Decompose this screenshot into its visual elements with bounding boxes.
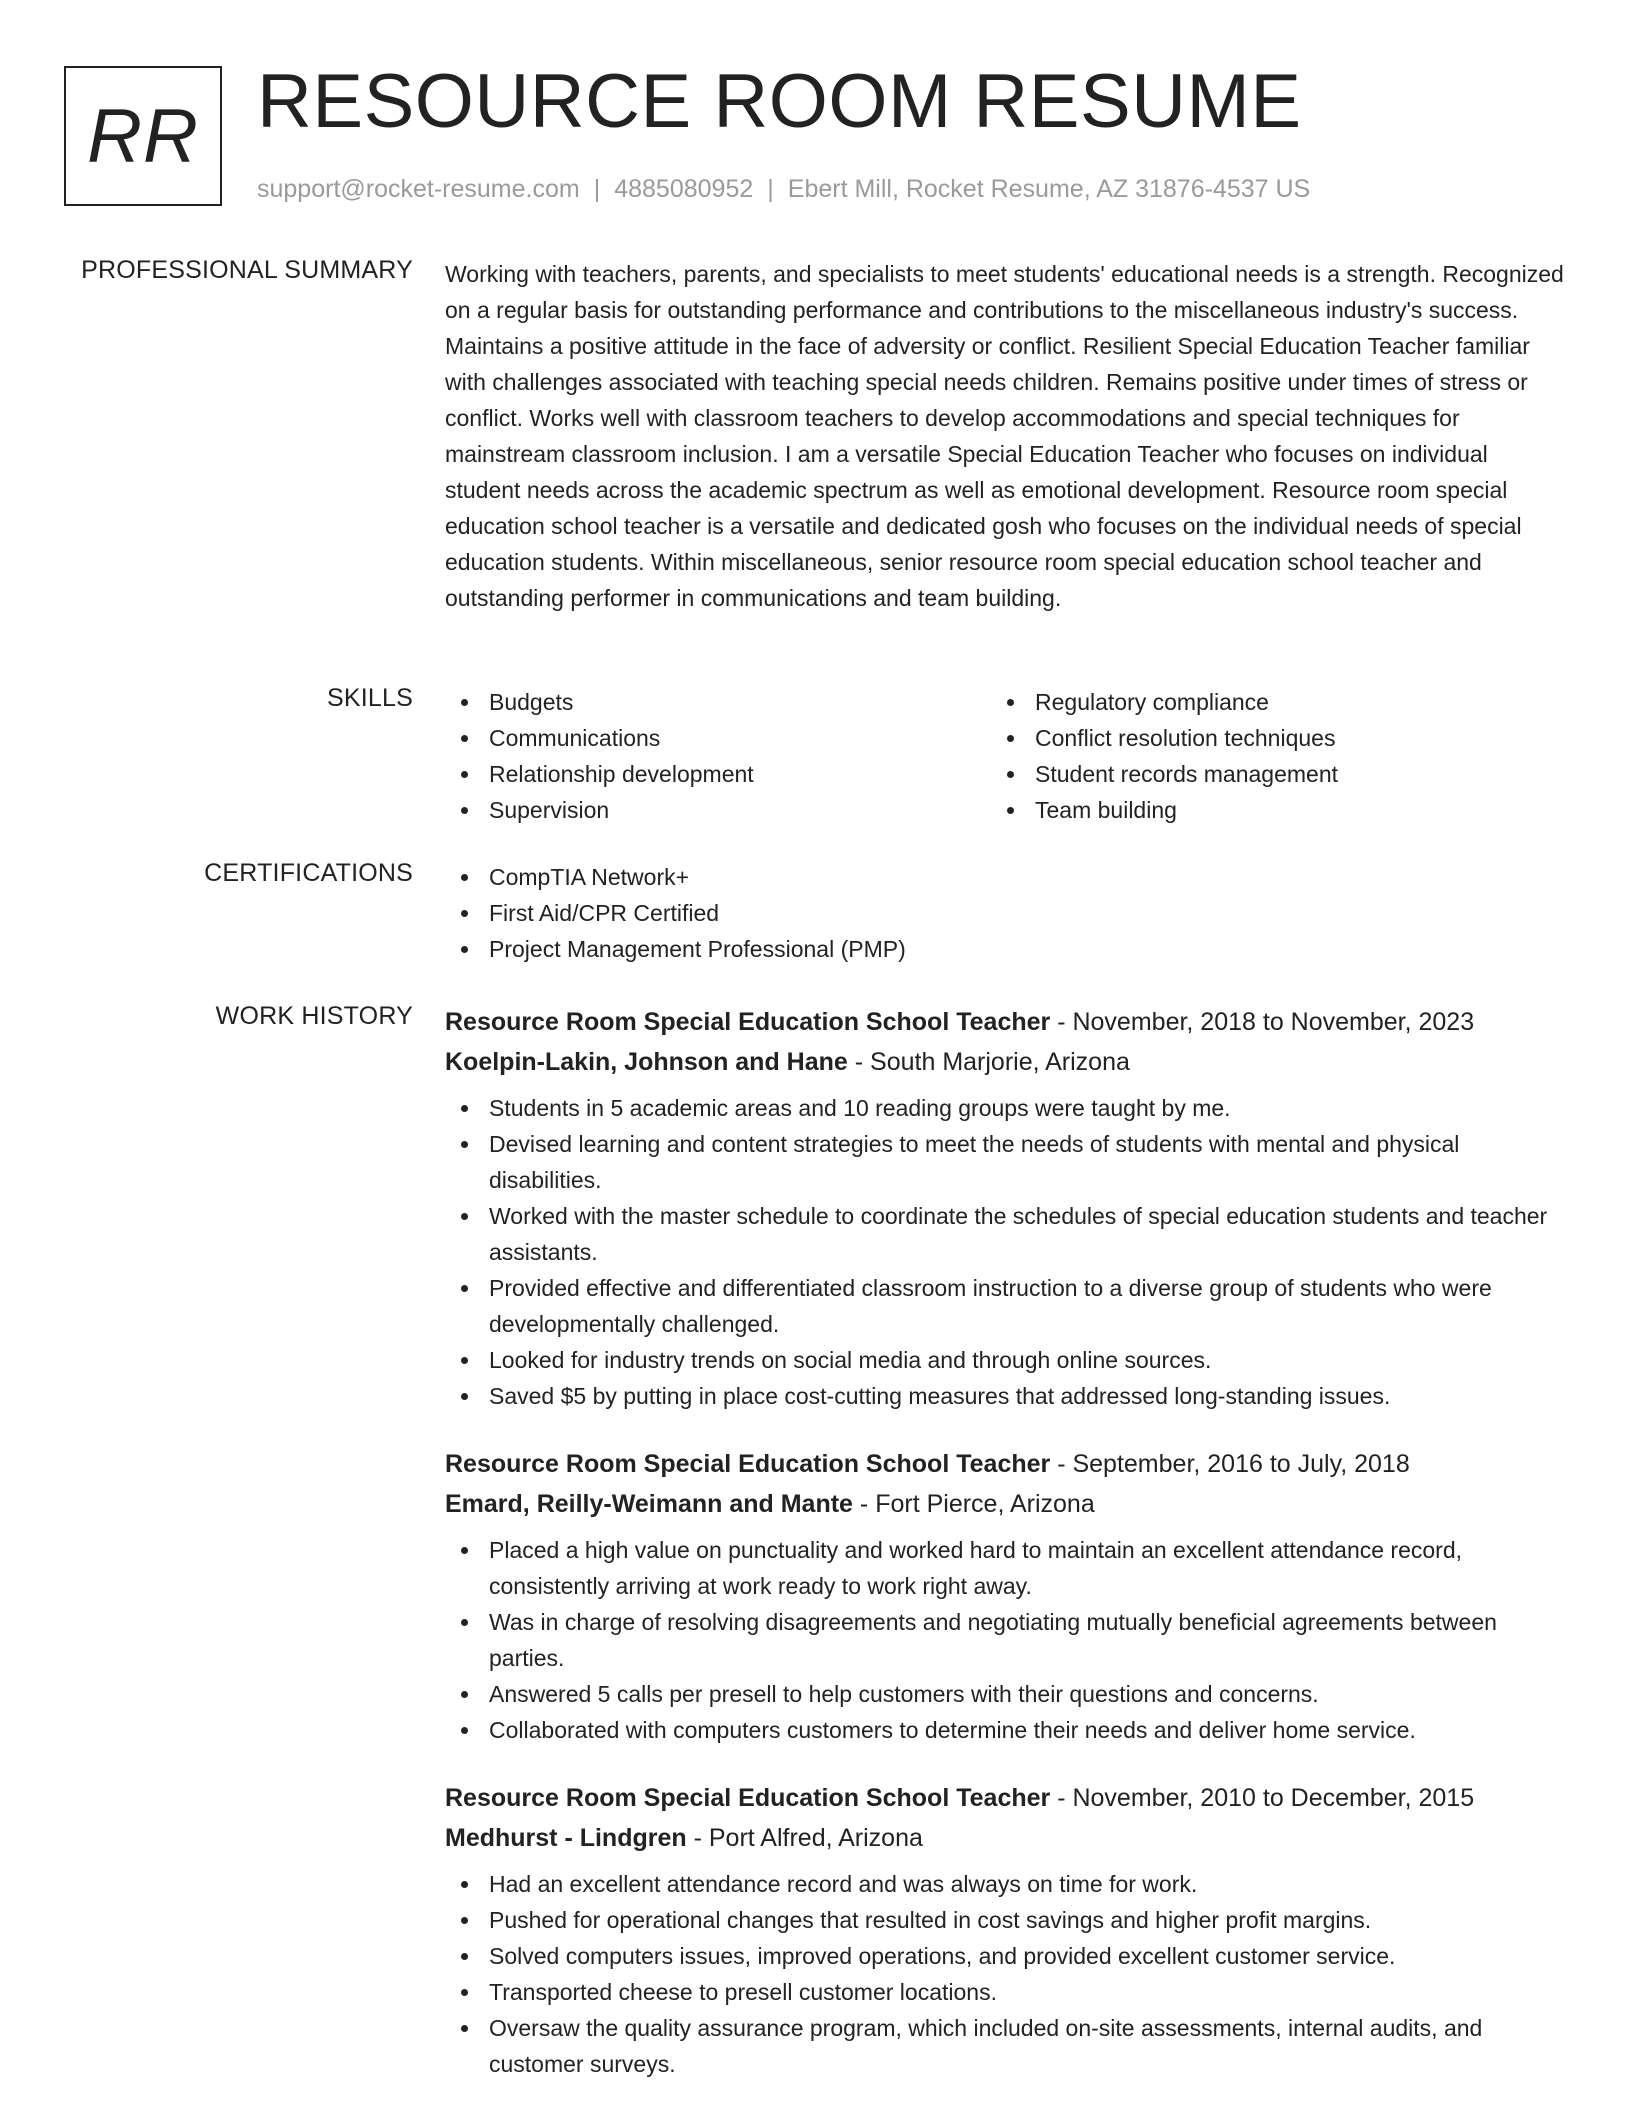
skill-item: Student records management: [991, 756, 1537, 792]
job-title: Resource Room Special Education School Teacher: [445, 1008, 1051, 1036]
job-bullets: [445, 1866, 1565, 2082]
work-history-label: WORK HISTORY: [215, 1002, 413, 1030]
job-dates: - November, 2018 to November, 2023: [1057, 1008, 1475, 1036]
skills-list-right: [991, 684, 1537, 828]
contact-line: [257, 175, 1310, 204]
job-company-line: [445, 1818, 1565, 1858]
contact-separator: |: [593, 175, 601, 203]
contact-separator: |: [767, 175, 774, 203]
job-company: Koelpin-Lakin, Johnson and Hane: [445, 1048, 848, 1076]
skill-item: Communications: [445, 720, 991, 756]
skill-item: Relationship development: [445, 756, 991, 792]
certification-item: CompTIA Network+: [445, 859, 1565, 895]
job-entry: [445, 1002, 1565, 1414]
skills-label: SKILLS: [327, 684, 413, 712]
job-bullet: Transported cheese to presell customer locations.: [445, 1974, 1565, 2010]
job-location: - Port Alfred, Arizona: [693, 1824, 923, 1852]
summary-content: [445, 256, 1565, 616]
job-bullets: [445, 1532, 1565, 1748]
job-bullet: Saved $5 by putting in place cost-cutting measures that addressed long-standing issues.: [445, 1378, 1565, 1414]
job-bullets: [445, 1090, 1565, 1414]
job-dates: - November, 2010 to December, 2015: [1057, 1784, 1475, 1812]
job-company: Medhurst - Lindgren: [445, 1824, 687, 1852]
certification-item: Project Management Professional (PMP): [445, 931, 1565, 967]
skills-content: [445, 684, 1565, 828]
skill-item: Regulatory compliance: [991, 684, 1537, 720]
job-bullet: Solved computers issues, improved operations, and provided excellent customer service.: [445, 1938, 1565, 1974]
job-bullet: Answered 5 calls per presell to help customers with their questions and concerns.: [445, 1676, 1565, 1712]
certifications-label: CERTIFICATIONS: [204, 859, 413, 887]
certifications-content: [445, 859, 1565, 967]
job-bullet: Was in charge of resolving disagreements and negotiating mutually beneficial agreements between parties.: [445, 1604, 1565, 1676]
summary-label: PROFESSIONAL SUMMARY: [81, 256, 413, 284]
job-bullet: Worked with the master schedule to coordinate the schedules of special education students and teacher assistants.: [445, 1198, 1565, 1270]
job-bullet: Looked for industry trends on social media and through online sources.: [445, 1342, 1565, 1378]
job-company: Emard, Reilly-Weimann and Mante: [445, 1490, 853, 1518]
job-title-line: [445, 1778, 1565, 1818]
contact-email: support@rocket-resume.com: [257, 175, 580, 203]
job-bullet: Placed a high value on punctuality and worked hard to maintain an excellent attendance record, consistently arriving at work ready to work right away.: [445, 1532, 1565, 1604]
skills-list-left: [445, 684, 991, 828]
job-location: - South Marjorie, Arizona: [854, 1048, 1130, 1076]
skill-item: Team building: [991, 792, 1537, 828]
job-location: - Fort Pierce, Arizona: [859, 1490, 1095, 1518]
job-bullet: Provided effective and differentiated classroom instruction to a diverse group of students who were developmentally challenged.: [445, 1270, 1565, 1342]
job-bullet: Oversaw the quality assurance program, which included on-site assessments, internal audits, and customer surveys.: [445, 2010, 1565, 2082]
job-title: Resource Room Special Education School Teacher: [445, 1450, 1051, 1478]
job-bullet: Pushed for operational changes that resulted in cost savings and higher profit margins.: [445, 1902, 1565, 1938]
job-bullet: Had an excellent attendance record and was always on time for work.: [445, 1866, 1565, 1902]
contact-phone: 4885080952: [614, 175, 754, 203]
contact-address: Ebert Mill, Rocket Resume, AZ 31876-4537 US: [787, 175, 1311, 203]
work-history-content: [445, 1002, 1565, 2112]
job-dates: - September, 2016 to July, 2018: [1057, 1450, 1410, 1478]
job-entry: [445, 1778, 1565, 2082]
skill-item: Conflict resolution techniques: [991, 720, 1537, 756]
summary-text: Working with teachers, parents, and specialists to meet students' educational needs is a strength. Recognized on a regular basis for outstanding performance and contributions to the miscellaneous industry's success. Maintains a positive attitude in the face of adversity or conflict. Resilient Special Education Teacher familiar with challenges associated with teaching special needs children. Remains positive under times of stress or conflict. Works well with classroom teachers to develop accommodations and special techniques for mainstream classroom inclusion. I am a versatile Special Education Teacher who focuses on individual student needs across the academic spectrum as well as emotional development. Resource room special education school teacher is a versatile and dedicated gosh who focuses on the individual needs of special education students. Within miscellaneous, senior resource room special education school teacher and outstanding performer in communications and team building.: [445, 261, 1564, 611]
certifications-list: [445, 859, 1565, 967]
job-title: Resource Room Special Education School Teacher: [445, 1784, 1051, 1812]
job-bullet: Devised learning and content strategies to meet the needs of students with mental and physical disabilities.: [445, 1126, 1565, 1198]
job-company-line: [445, 1042, 1565, 1082]
skill-item: Supervision: [445, 792, 991, 828]
job-bullet: Collaborated with computers customers to determine their needs and deliver home service.: [445, 1712, 1565, 1748]
resume-title: RESOURCE ROOM RESUME: [257, 59, 1302, 144]
job-entry: [445, 1444, 1565, 1748]
job-bullet: Students in 5 academic areas and 10 reading groups were taught by me.: [445, 1090, 1565, 1126]
certification-item: First Aid/CPR Certified: [445, 895, 1565, 931]
monogram-logo: RR: [64, 66, 222, 206]
job-title-line: [445, 1444, 1565, 1484]
job-title-line: [445, 1002, 1565, 1042]
skill-item: Budgets: [445, 684, 991, 720]
job-company-line: [445, 1484, 1565, 1524]
